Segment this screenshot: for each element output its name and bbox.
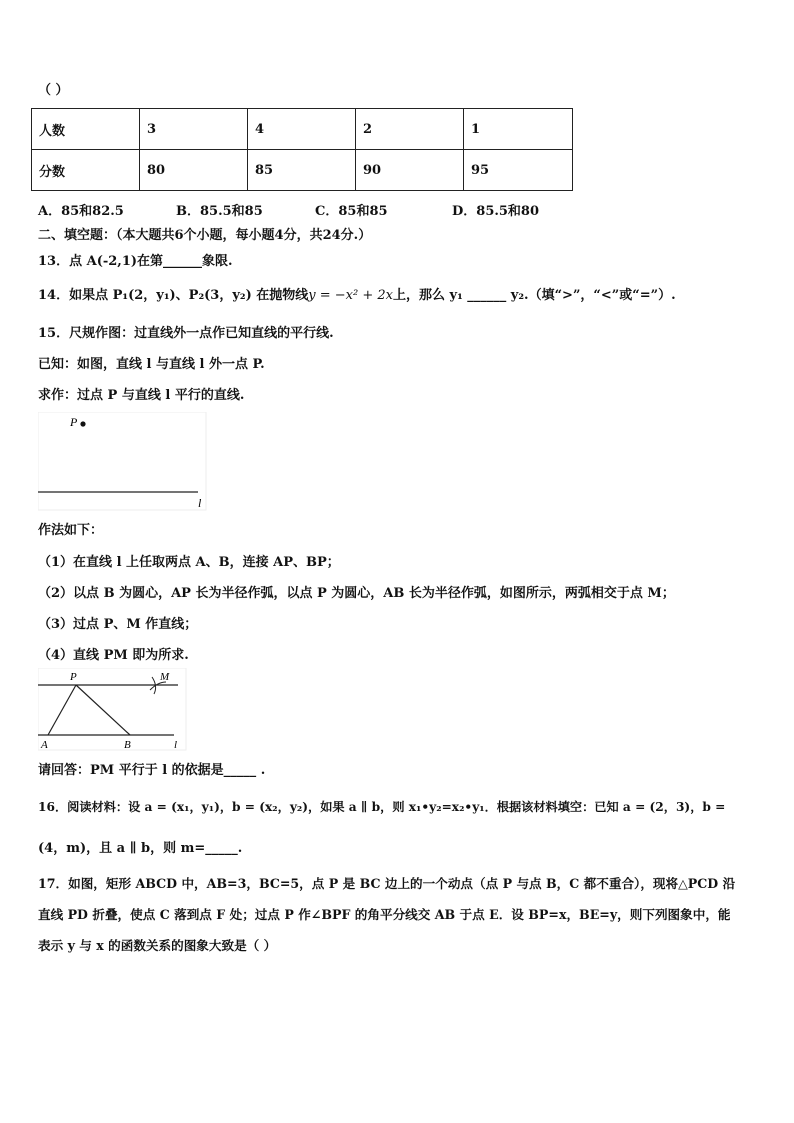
- fig2-segment-bp: [76, 685, 130, 735]
- fig2-arc-2: [150, 682, 166, 690]
- question-13: 13．点 A(-2,1)在第______象限.: [38, 254, 233, 269]
- table-cell: 2: [356, 109, 464, 150]
- table-cell: 4: [248, 109, 356, 150]
- figure-parallel-construction: [38, 668, 188, 752]
- fig2-segment-ap: [48, 685, 76, 735]
- question-15-answer-prompt: 请回答：PM 平行于 l 的依据是_____ .: [38, 763, 266, 778]
- table-cell: 85: [248, 150, 356, 191]
- fig1-label-l: l: [198, 496, 202, 510]
- method-step-3: （3）过点 P、M 作直线；: [38, 617, 198, 632]
- question-16-line-1: 16．阅读材料：设 a = (x₁，y₁)，b = (x₂，y₂)，如果 a ∥ b，则 x₁•y₂=x₂•y₁．根据该材料填空：已知 a = (2，3)，b =: [38, 800, 726, 814]
- q14-suffix: 上，那么 y₁ ______ y₂.（填“>”，“<”或“=”）.: [392, 288, 676, 303]
- table-cell: 95: [464, 150, 573, 191]
- question-14: [38, 287, 676, 305]
- fig2-label-p: P: [70, 671, 77, 683]
- fig2-label-l: l: [174, 739, 178, 751]
- question-17-line-3: 表示 y 与 x 的函数关系的图象大致是（ ）: [38, 938, 277, 953]
- table-row: [32, 109, 573, 150]
- fig2-label-a: A: [41, 739, 48, 751]
- top-answer-paren: （ ）: [38, 83, 69, 98]
- fig2-label-b: B: [124, 739, 131, 751]
- table-cell: 分数: [32, 150, 140, 191]
- question-15-given: 已知：如图，直线 l 与直线 l 外一点 P.: [38, 357, 265, 372]
- method-step-2: （2）以点 B 为圆心，AP 长为半径作弧，以点 P 为圆心，AB 长为半径作弧，如图所示，两弧相交于点 M；: [38, 586, 675, 601]
- method-heading: 作法如下：: [38, 523, 104, 538]
- option-c: C．85和85: [315, 204, 388, 219]
- question-17-line-2: 直线 PD 折叠，使点 C 落到点 F 处；过点 P 作∠BPF 的角平分线交 AB 于点 E．设 BP=x，BE=y，则下列图象中，能: [38, 907, 731, 922]
- q14-formula: y = −x² + 2x: [308, 288, 393, 303]
- question-17-line-1: 17．如图，矩形 ABCD 中，AB=3，BC=5，点 P 是 BC 边上的一个动点（点 P 与点 B，C 都不重合），现将△PCD 沿: [38, 876, 736, 891]
- table-cell: 80: [140, 150, 248, 191]
- q14-prefix: 14．如果点 P₁(2，y₁)、P₂(3，y₂) 在抛物线: [38, 288, 309, 303]
- figure-line-and-point: [38, 412, 208, 512]
- table-cell: 90: [356, 150, 464, 191]
- table-cell: 3: [140, 109, 248, 150]
- question-15-task: 求作：过点 P 与直线 l 平行的直线.: [38, 388, 245, 403]
- fig1-point-p: [80, 421, 85, 426]
- table-row: [32, 150, 573, 191]
- option-d: D．85.5和80: [452, 204, 540, 219]
- option-a: A．85和82.5: [38, 204, 124, 219]
- method-step-1: （1）在直线 l 上任取两点 A、B，连接 AP、BP；: [38, 555, 340, 570]
- question-16-line-2: (4，m)，且 a ∥ b，则 m=_____.: [38, 841, 243, 856]
- fig2-label-m: M: [160, 671, 170, 683]
- score-table: [31, 108, 573, 191]
- method-step-4: （4）直线 PM 即为所求.: [38, 648, 189, 663]
- question-15-title: 15．尺规作图：过直线外一点作已知直线的平行线.: [38, 326, 334, 341]
- section-heading: 二、填空题：（本大题共6个小题，每小题4分，共24分.）: [38, 228, 372, 243]
- fig1-label-p: P: [70, 415, 78, 429]
- option-b: B．85.5和85: [176, 204, 263, 219]
- table-cell: 人数: [32, 109, 140, 150]
- table-cell: 1: [464, 109, 573, 150]
